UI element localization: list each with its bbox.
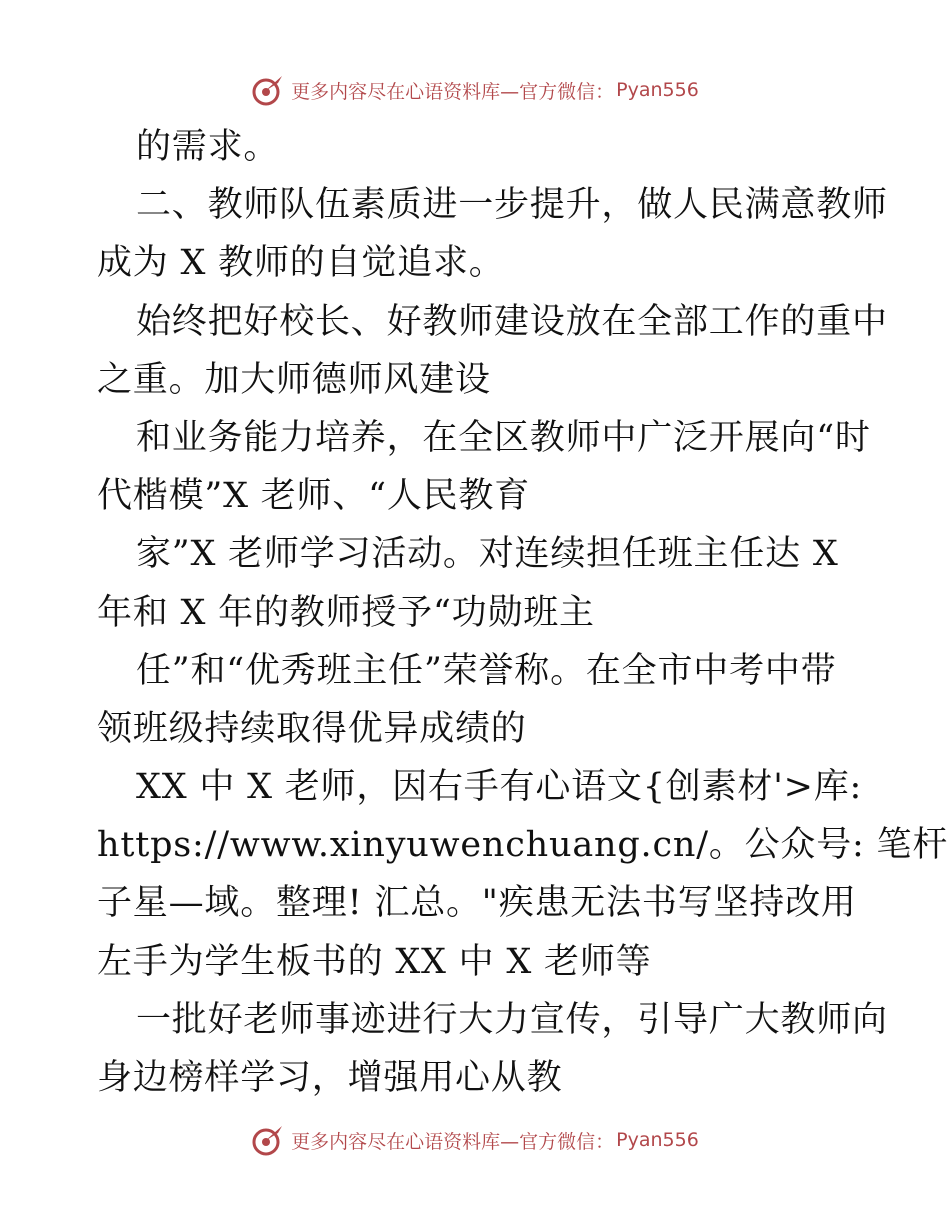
- text-line: 的需求。: [136, 127, 280, 167]
- footer-watermark: [0, 1120, 950, 1160]
- text-line: 家”X 老师学习活动。对连续担任班主任达 X: [136, 534, 839, 575]
- text-line: 一批好老师事迹进行大力宣传，引导广大教师向: [136, 999, 888, 1040]
- text-line: 左手为学生板书的 XX 中 X 老师等: [97, 941, 652, 982]
- text-line: https://www.xinyuwenchuang.cn/。公众号: 笔杆: [97, 825, 949, 866]
- text-line: 二、教师队伍素质进一步提升，做人民满意教师: [136, 185, 888, 226]
- watermark-text: 更多内容尽在心语资料库—官方微信：: [291, 80, 615, 103]
- document-body: [97, 118, 949, 1107]
- watermark-wechat-id: Pyan556: [616, 1129, 699, 1151]
- header-watermark: [0, 70, 950, 110]
- text-line: 子星—域。整理! 汇总。"疾患无法书写坚持改用: [97, 883, 857, 924]
- text-line: 领班级持续取得优异成绩的: [97, 708, 527, 749]
- text-line: 始终把好校长、好教师建设放在全部工作的重中: [136, 301, 888, 342]
- watermark-text: 更多内容尽在心语资料库—官方微信：: [291, 1130, 615, 1153]
- text-line: 代楷模”X 老师、“人民教育: [97, 476, 531, 517]
- text-line: 和业务能力培养，在全区教师中广泛开展向“时: [136, 417, 871, 458]
- text-line: XX 中 X 老师，因右手有心语文{创素材'>库:: [136, 767, 863, 808]
- text-line: 之重。加大师德师风建设: [97, 359, 491, 400]
- text-line: 成为 X 教师的自觉追求。: [97, 243, 505, 284]
- text-line: 任”和“优秀班主任”荣誉称。在全市中考中带: [136, 650, 837, 691]
- watermark-wechat-id: Pyan556: [616, 79, 699, 101]
- quill-circle-logo-icon: [251, 1123, 285, 1157]
- text-line: 年和 X 年的教师授予“功勋班主: [97, 592, 595, 633]
- text-line: 身边榜样学习，增强用心从教: [97, 1058, 563, 1098]
- quill-circle-logo-icon: [251, 73, 285, 107]
